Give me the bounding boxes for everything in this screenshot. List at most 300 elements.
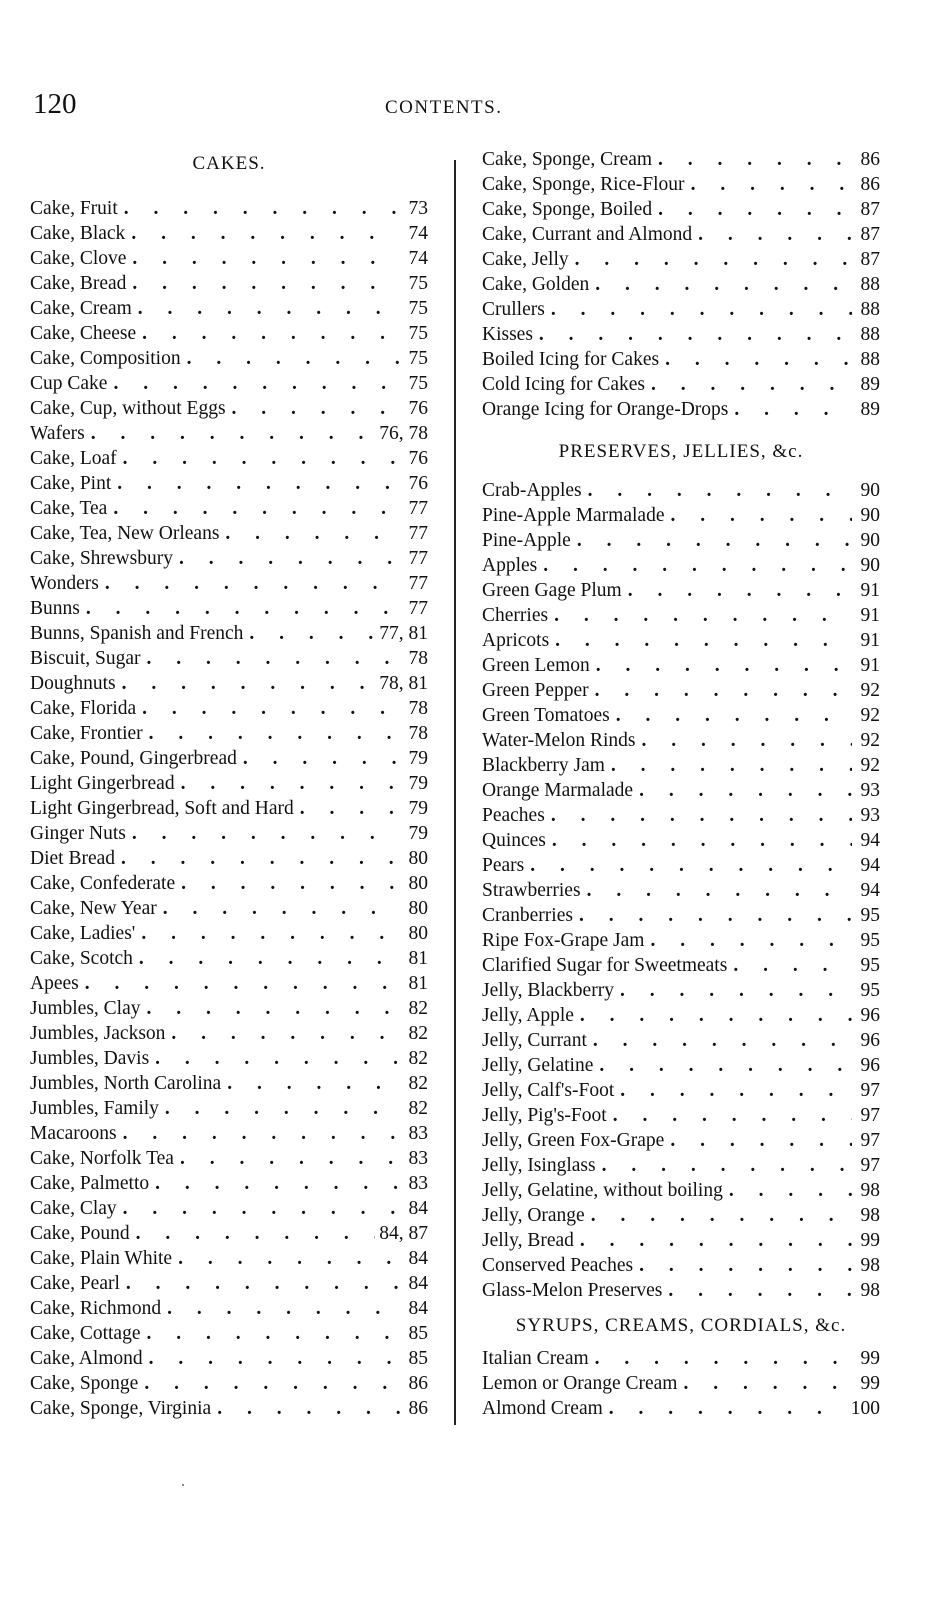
entry-page-number: 96 [860,1005,880,1026]
entry-page-number: 77 [408,548,428,569]
entry-title: Cake, Shrewsbury [30,548,173,569]
contents-entry [482,347,880,372]
contents-entry [482,1128,880,1153]
entry-page-number: 82 [408,1023,428,1044]
dot-leader [668,1278,852,1303]
entry-title: Cake, Bread [30,273,127,294]
contents-entry [30,196,428,221]
contents-entry [482,1028,880,1053]
contents-entry [482,753,880,778]
contents-entry [30,1221,428,1246]
contents-entry [482,603,880,628]
contents-entry [482,828,880,853]
contents-entry [30,296,428,321]
entry-page-number: 90 [860,530,880,551]
entry-title: Cake, Loaf [30,448,117,469]
entry-page-number: 77 [408,598,428,619]
entry-page-number: 99 [860,1373,880,1394]
dot-leader [587,878,852,903]
entry-page-number: 84 [408,1273,428,1294]
dot-leader [124,196,400,221]
entry-title: Bunns [30,598,80,619]
entry-page-number: 79 [408,748,428,769]
dot-leader [138,296,400,321]
contents-entry [482,322,880,347]
entry-title: Cake, Cup, without Eggs [30,398,226,419]
dot-leader [132,271,400,296]
entry-title: Apples [482,555,538,576]
entry-page-number: 96 [860,1055,880,1076]
contents-entry [482,653,880,678]
entry-title: Cake, Tea [30,498,108,519]
dot-leader [113,496,400,521]
dot-leader [149,1346,400,1371]
contents-entry [482,197,880,222]
entry-title: Wonders [30,573,99,594]
entry-title: Cake, Currant and Almond [482,224,693,245]
dot-leader [85,971,400,996]
entry-page-number: 98 [860,1255,880,1276]
entry-title: Conserved Peaches [482,1255,634,1276]
entry-title: Cake, Almond [30,1348,143,1369]
entry-page-number: 80 [408,848,428,869]
entry-page-number: 86 [408,1398,428,1419]
dot-leader [620,978,852,1003]
dot-leader [139,946,400,971]
entry-title: Jelly, Pig's-Foot [482,1105,607,1126]
dot-leader [620,1078,852,1103]
entry-page-number: 82 [408,1098,428,1119]
entry-page-number: 83 [408,1123,428,1144]
dot-leader [180,1146,400,1171]
section-heading: SYRUPS, CREAMS, CORDIALS, &c. [515,1315,847,1336]
contents-entry [30,596,428,621]
entry-title: Jelly, Isinglass [482,1155,596,1176]
entry-page-number: 80 [408,873,428,894]
entry-title: Jelly, Gelatine [482,1055,594,1076]
dot-leader [596,653,852,678]
contents-entry [30,446,428,471]
dot-leader [658,147,852,172]
dot-leader [551,803,852,828]
entry-page-number: 92 [860,705,880,726]
entry-page-number: 88 [860,349,880,370]
dot-leader [616,703,852,728]
entry-title: Quinces [482,830,546,851]
dot-leader [117,471,400,496]
contents-entry [482,778,880,803]
dot-leader [149,721,400,746]
dot-leader [580,1003,852,1028]
entry-page-number: 97 [860,1080,880,1101]
entry-title: Light Gingerbread [30,773,175,794]
entry-title: Cake, Florida [30,698,137,719]
contents-entry [482,678,880,703]
contents-entry [30,371,428,396]
dot-leader [639,1253,852,1278]
dot-leader [136,1221,376,1246]
dot-leader [132,821,400,846]
entry-page-number: 84 [408,1248,428,1269]
contents-entry [30,1146,428,1171]
dot-leader [609,1396,847,1421]
contents-entry [30,1246,428,1271]
contents-entry [482,553,880,578]
entry-title: Italian Cream [482,1348,589,1369]
contents-entry [30,1046,428,1071]
entry-page-number: 74 [408,248,428,269]
entry-title: Green Lemon [482,655,590,676]
entry-title: Cake, Scotch [30,948,133,969]
contents-entry [30,671,428,696]
entry-page-number: 88 [860,299,880,320]
dot-leader [591,1203,852,1228]
entry-page-number: 100 [850,1398,880,1419]
entry-title: Cake, Pearl [30,1273,120,1294]
entry-title: Cake, Pound, Gingerbread [30,748,237,769]
entry-title: Pine-Apple [482,530,571,551]
contents-entry [482,1346,880,1371]
contents-entry [482,1371,880,1396]
entry-page-number: 86 [860,149,880,170]
entry-page-number: 78 [408,723,428,744]
entry-title: Green Tomatoes [482,705,610,726]
dot-leader [163,896,400,921]
dot-leader [733,953,852,978]
entry-title: Lemon or Orange Cream [482,1373,678,1394]
entry-page-number: 75 [408,323,428,344]
entry-page-number: 97 [860,1155,880,1176]
entry-page-number: 75 [408,273,428,294]
contents-entry [30,1121,428,1146]
dot-leader [147,996,401,1021]
dot-leader [670,1128,852,1153]
entry-page-number: 80 [408,923,428,944]
dot-leader [539,322,852,347]
contents-entry [30,396,428,421]
entry-title: Cake, Sponge, Cream [482,149,653,170]
entry-title: Jumbles, Clay [30,998,141,1019]
entry-title: Cake, Pound [30,1223,130,1244]
entry-title: Jelly, Green Fox-Grape [482,1130,665,1151]
entry-title: Cake, Cheese [30,323,137,344]
contents-entry [30,1021,428,1046]
dot-leader [639,778,852,803]
contents-entry [482,297,880,322]
contents-entry [482,728,880,753]
entry-page-number: 84 [408,1198,428,1219]
entry-title: Boiled Icing for Cakes [482,349,660,370]
entry-page-number: 98 [860,1205,880,1226]
entry-page-number: 86 [860,174,880,195]
entry-page-number: 79 [408,823,428,844]
dot-leader [144,1371,400,1396]
entry-page-number: 75 [408,373,428,394]
contents-entry [30,1071,428,1096]
dot-leader [113,371,400,396]
entry-page-number: 90 [860,480,880,501]
entry-title: Cold Icing for Cakes [482,374,646,395]
dot-leader [249,621,375,646]
contents-entry [482,578,880,603]
contents-entry [482,503,880,528]
dot-leader [225,521,400,546]
dot-leader [147,646,401,671]
entry-page-number: 95 [860,905,880,926]
contents-entry [30,421,428,446]
contents-entry [482,1003,880,1028]
dot-leader [665,347,852,372]
entry-page-number: 78, 81 [379,673,428,694]
entry-page-number: 78 [408,698,428,719]
entry-page-number: 87 [860,224,880,245]
running-head: CONTENTS. [385,97,503,118]
entry-title: Wafers [30,423,85,444]
dot-leader [155,1171,400,1196]
contents-entry [482,372,880,397]
entry-title: Jelly, Calf's-Foot [482,1080,615,1101]
dot-leader [146,1321,400,1346]
entry-page-number: 84, 87 [379,1223,428,1244]
entry-title: Strawberries [482,880,581,901]
dot-leader [123,1196,400,1221]
entry-title: Pears [482,855,525,876]
contents-entry [30,1196,428,1221]
contents-entry [30,1346,428,1371]
contents-entry [30,646,428,671]
entry-page-number: 97 [860,1130,880,1151]
contents-entry [30,1396,428,1421]
entry-page-number: 91 [860,580,880,601]
entry-page-number: 79 [408,798,428,819]
contents-entry [482,478,880,503]
contents-entry [482,928,880,953]
contents-entry [482,1278,880,1303]
dot-leader [131,221,400,246]
column-divider [454,160,456,1425]
entry-page-number: 80 [408,898,428,919]
entry-page-number: 86 [408,1373,428,1394]
dot-leader [670,503,852,528]
contents-entry [482,978,880,1003]
entry-title: Cake, Sponge, Rice-Flour [482,174,685,195]
contents-entry [482,1078,880,1103]
dot-leader [227,1071,400,1096]
dot-leader [613,1103,852,1128]
entry-page-number: 92 [860,680,880,701]
contents-entry [30,771,428,796]
entry-page-number: 75 [408,348,428,369]
entry-title: Cake, Golden [482,274,590,295]
dot-leader [543,553,852,578]
entry-page-number: 91 [860,655,880,676]
entry-title: Green Gage Plum [482,580,622,601]
dot-leader [552,828,852,853]
entry-page-number: 82 [408,998,428,1019]
entry-title: Cake, Frontier [30,723,143,744]
entry-page-number: 82 [408,1073,428,1094]
entry-page-number: 78 [408,648,428,669]
contents-entry [30,821,428,846]
contents-entry [30,571,428,596]
entry-title: Clarified Sugar for Sweetmeats [482,955,728,976]
contents-entry [30,721,428,746]
contents-entry [482,1228,880,1253]
entry-title: Cake, Clove [30,248,127,269]
entry-title: Pine-Apple Marmalade [482,505,665,526]
entry-title: Cake, Tea, New Orleans [30,523,220,544]
dot-leader [595,272,852,297]
entry-page-number: 89 [860,374,880,395]
contents-entry [30,846,428,871]
dot-leader [650,928,852,953]
entry-title: Jumbles, Family [30,1098,159,1119]
contents-entry [482,272,880,297]
entry-title: Doughnuts [30,673,116,694]
entry-title: Biscuit, Sugar [30,648,141,669]
contents-entry [30,696,428,721]
dot-leader [628,578,852,603]
contents-entry [482,1253,880,1278]
entry-page-number: 77 [408,498,428,519]
dot-leader [641,728,852,753]
contents-entry [30,221,428,246]
entry-title: Glass-Melon Preserves [482,1280,663,1301]
entry-page-number: 93 [860,805,880,826]
entry-page-number: 99 [860,1348,880,1369]
entry-page-number: 94 [860,830,880,851]
contents-entry [482,397,880,422]
entry-title: Jelly, Gelatine, without boiling [482,1180,723,1201]
contents-entry [482,1396,880,1421]
dot-leader [575,247,852,272]
entry-page-number: 74 [408,223,428,244]
contents-entry [30,746,428,771]
entry-title: Kisses [482,324,533,345]
entry-title: Cake, Cream [30,298,132,319]
contents-entry [482,222,880,247]
dot-leader [588,478,852,503]
dot-leader [698,222,852,247]
contents-entry [482,1153,880,1178]
dot-leader [155,1046,400,1071]
dot-leader [132,246,400,271]
entry-page-number: 87 [860,199,880,220]
dot-leader [142,696,400,721]
dot-leader [141,921,400,946]
contents-entry [30,471,428,496]
entry-title: Cup Cake [30,373,108,394]
dot-leader [123,446,400,471]
contents-entry [30,1371,428,1396]
entry-page-number: 85 [408,1348,428,1369]
contents-entry [30,1271,428,1296]
dot-leader [126,1271,400,1296]
entry-title: Cake, Palmetto [30,1173,150,1194]
entry-page-number: 92 [860,755,880,776]
dot-leader [123,1121,400,1146]
contents-entry [482,172,880,197]
entry-title: Cake, Jelly [482,249,569,270]
entry-page-number: 95 [860,930,880,951]
entry-title: Diet Bread [30,848,116,869]
dot-leader [217,1396,400,1421]
entry-title: Water-Melon Rinds [482,730,636,751]
entry-page-number: 76 [408,473,428,494]
dot-leader [179,546,400,571]
contents-entry [30,271,428,296]
contents-entry [30,1171,428,1196]
entry-title: Jelly, Currant [482,1030,587,1051]
entry-title: Apees [30,973,79,994]
contents-entry [30,1096,428,1121]
dot-leader [243,746,400,771]
entry-page-number: 94 [860,855,880,876]
entry-page-number: 81 [408,973,428,994]
entry-title: Jumbles, North Carolina [30,1073,222,1094]
contents-entry [30,546,428,571]
entry-page-number: 77 [408,523,428,544]
entry-title: Cake, Ladies' [30,923,136,944]
dot-leader [105,571,400,596]
dot-leader [691,172,852,197]
entry-page-number: 98 [860,1280,880,1301]
dot-leader [167,1296,400,1321]
entry-title: Almond Cream [482,1398,603,1419]
entry-title: Cake, Richmond [30,1298,162,1319]
entry-page-number: 82 [408,1048,428,1069]
dot-leader [530,853,852,878]
entry-page-number: 87 [860,249,880,270]
entry-page-number: 95 [860,955,880,976]
entry-title: Cake, Clay [30,1198,117,1219]
entry-page-number: 76 [408,398,428,419]
entry-page-number: 75 [408,298,428,319]
contents-entry [482,1053,880,1078]
entry-title: Jelly, Blackberry [482,980,614,1001]
contents-entry [30,1321,428,1346]
dot-leader [554,603,852,628]
dot-leader [91,421,376,446]
entry-title: Ripe Fox-Grape Jam [482,930,645,951]
entry-title: Green Pepper [482,680,589,701]
entry-title: Cake, Confederate [30,873,176,894]
dot-leader [729,1178,852,1203]
entry-page-number: 77, 81 [379,623,428,644]
contents-entry [482,628,880,653]
entry-page-number: 94 [860,880,880,901]
entry-page-number: 81 [408,948,428,969]
entry-page-number: 91 [860,605,880,626]
entry-title: Crab-Apples [482,480,582,501]
dot-leader [658,197,852,222]
dot-leader [580,1228,852,1253]
dot-leader [86,596,400,621]
dot-leader [181,771,400,796]
entry-page-number: 77 [408,573,428,594]
entry-title: Cake, Composition [30,348,181,369]
section-heading: CAKES. [192,153,266,174]
contents-entry [482,853,880,878]
entry-page-number: 90 [860,505,880,526]
entry-title: Cake, Sponge [30,1373,139,1394]
entry-page-number: 83 [408,1148,428,1169]
entry-title: Cake, Sponge, Virginia [30,1398,212,1419]
page-number: 120 [33,88,77,120]
entry-title: Blackberry Jam [482,755,605,776]
dot-leader [683,1371,852,1396]
entry-title: Bunns, Spanish and French [30,623,244,644]
